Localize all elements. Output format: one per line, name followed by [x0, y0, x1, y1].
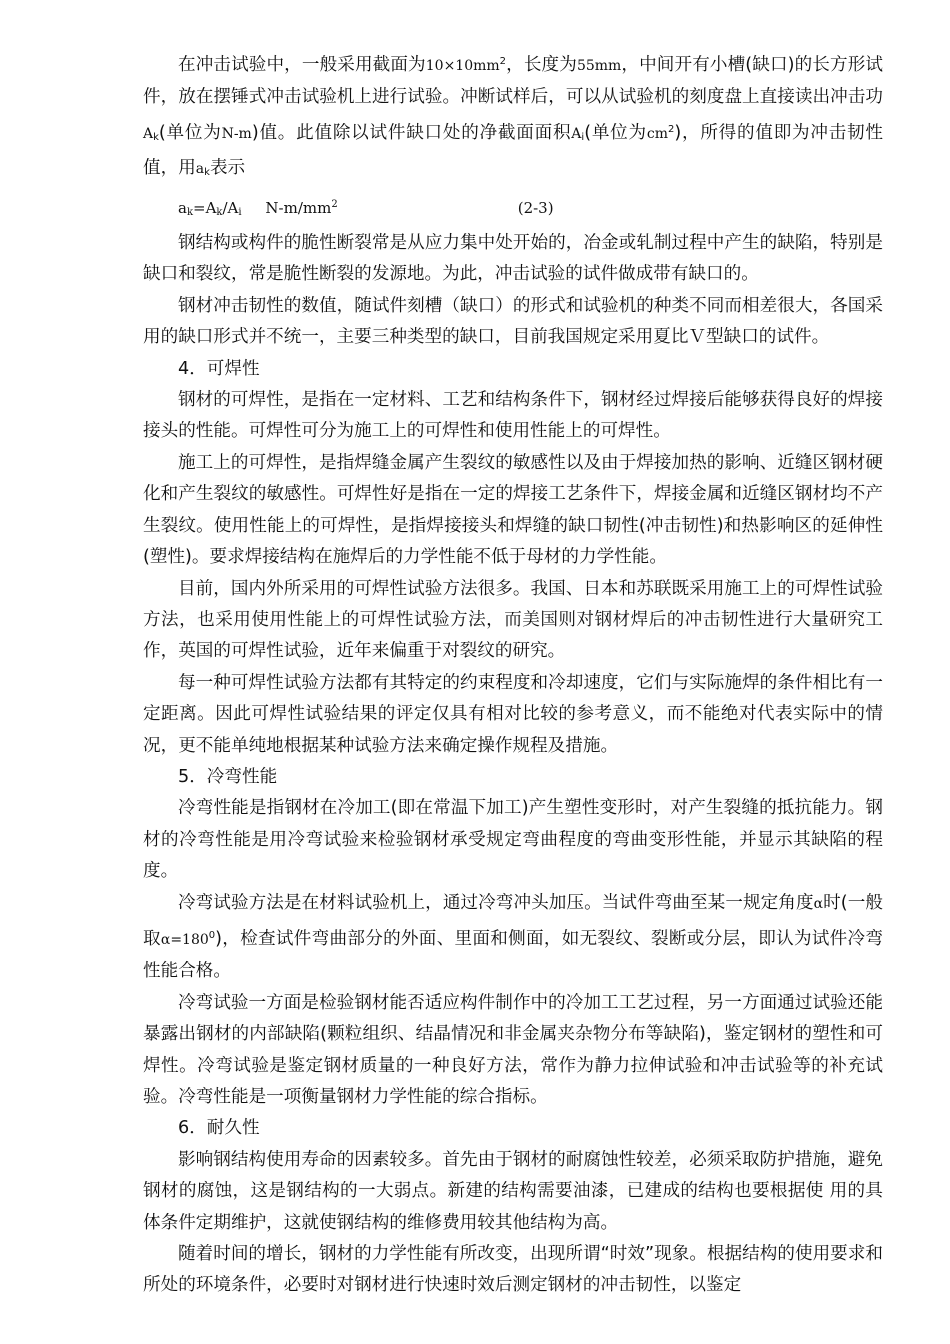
unit: N-m — [221, 125, 252, 142]
specimen-length: 55mm — [576, 58, 622, 74]
text-run: ，长度为 — [506, 55, 577, 75]
text-run: )，所得的值即为冲击韧性值，用 — [143, 122, 883, 179]
subscript: k — [216, 206, 223, 218]
superscript: 0 — [208, 929, 216, 941]
paragraph: 影响钢结构使用寿命的因素较多。首先由于钢材的耐腐蚀性较差，必须采取防护措施，避免钢材的腐蚀，这是钢结构的一大弱点。新建的结构需要油漆，已建成的结构也要根据使 用的具体条件定期维护，这就使钢结构的维修费用较其他结构为高。 — [143, 1149, 883, 1233]
text-run: 时(一般取 — [143, 892, 883, 949]
subscript: k — [153, 131, 159, 143]
superscript: 2 — [667, 123, 675, 135]
angle-symbol: α — [813, 895, 824, 912]
text-run: 表示 — [209, 158, 246, 179]
formula-text: /A — [222, 198, 239, 217]
paragraph-impact-test — [143, 46, 883, 189]
paragraph: 冷弯试验一方面是检验钢材能否适应构件制作中的冷加工工艺过程，另一方面通过试验还能暴露出钢材的内部缺陷(颗粒组织、结晶情况和非金属夹杂物分布等缺陷)，鉴定钢材的塑性和可焊性。冷弯试验是鉴定钢材质量的一种良好方法，常作为静力拉伸试验和冲击试验等的补充试验。冷弯性能是一项衡量钢材力学性能的综合指标。 — [143, 992, 883, 1107]
text-run: ，中间开有小槽(缺口)的长方形试件，放在摆锤式冲击试验机上进行试验。冲断试样后，可以从试验机的刻度盘上直接读出冲击功 — [143, 55, 883, 108]
subscript: k — [204, 167, 210, 179]
paragraph: 每一种可焊性试验方法都有其特定的约束程度和冷却速度，它们与实际施焊的条件相比有一定距离。因此可焊性试验结果的评定仅具有相对比较的参考意义，而不能绝对代表实际中的情况，更不能单纯地根据某种试验方法来确定操作规程及措施。 — [143, 672, 883, 756]
section-heading: 5．冷弯性能 — [178, 766, 278, 787]
paragraph: 施工上的可焊性，是指焊缝金属产生裂纹的敏感性以及由于焊接加热的影响、近缝区钢材硬化和产生裂纹的敏感性。可焊性好是指在一定的焊接工艺条件下，焊接金属和近缝区钢材均不产生裂纹。使用性能上的可焊性，是指焊接接头和焊缝的缺口韧性(冲击韧性)和热影响区的延伸性(塑性)。要求焊接结构在施焊后的力学性能不低于母材的力学性能。 — [143, 452, 883, 568]
text-run: )，检查试件弯曲部分的外面、里面和侧面，如无裂纹、裂断或分层，即认为试件冷弯性能合格。 — [143, 928, 883, 982]
text-run: (单位为 — [158, 122, 222, 143]
formula-lhs: a — [178, 198, 187, 217]
text-run: 在冲击试验中，一般采用截面为 — [178, 55, 426, 75]
symbol: A — [571, 125, 582, 142]
formula-line — [143, 189, 883, 228]
subscript: i — [581, 131, 585, 143]
specimen-section: 10×10mm — [425, 58, 500, 74]
subscript: i — [238, 206, 242, 218]
text-run: (单位为 — [584, 122, 647, 143]
equation-number: (2-3) — [517, 198, 554, 217]
subscript: k — [186, 206, 194, 218]
angle-value: α=180 — [160, 931, 209, 948]
superscript: 2 — [331, 198, 338, 210]
body-text — [143, 46, 883, 1302]
section-heading: 4．可焊性 — [178, 358, 260, 379]
section-heading: 6．耐久性 — [178, 1118, 260, 1139]
formula-text: =A — [193, 198, 217, 217]
paragraph: 目前，国内外所采用的可焊性试验方法很多。我国、日本和苏联既采用施工上的可焊性试验方法，也采用使用性能上的可焊性试验方法，而美国则对钢材焊后的冲击韧性进行大量研究工作，英国的可焊性试验，近年来偏重于对裂纹的研究。 — [143, 578, 883, 662]
paragraph-bend-test — [143, 888, 883, 988]
text-run: 冷弯试验方法是在材料试验机上，通过冷弯冲头加压。当试件弯曲至某一规定角度 — [178, 892, 814, 913]
symbol: a — [195, 161, 205, 178]
text-run: )值。此值除以试件缺口处的净截面面积 — [251, 122, 572, 143]
paragraph: 钢材的可焊性，是指在一定材料、工艺和结构条件下，钢材经过焊接后能够获得良好的焊接接头的性能。可焊性可分为施工上的可焊性和使用性能上的可焊性。 — [143, 390, 883, 442]
formula-unit: N-m/mm — [265, 198, 332, 217]
symbol: A — [143, 125, 154, 142]
unit: cm — [646, 125, 668, 142]
paragraph: 冷弯性能是指钢材在冷加工(即在常温下加工)产生塑性变形时，对产生裂缝的抵抗能力。钢材的冷弯性能是用冷弯试验来检验钢材承受规定弯曲程度的弯曲变形性能，并显示其缺陷的程度。 — [143, 798, 883, 882]
paragraph: 钢结构或构件的脆性断裂常是从应力集中处开始的，冶金或轧制过程中产生的缺陷，特别是缺口和裂纹，常是脆性断裂的发源地。为此，冲击试验的试件做成带有缺口的。 — [143, 233, 883, 285]
superscript: 2 — [499, 56, 507, 67]
paragraph: 钢材冲击韧性的数值，随试件刻槽（缺口）的形式和试验机的种类不同而相差很大，各国采用的缺口形式并不统一，主要三种类型的缺口，目前我国规定采用夏比Ｖ型缺口的试件。 — [143, 295, 883, 348]
paragraph: 随着时间的增长，钢材的力学性能有所改变，出现所谓“时效”现象。根据结构的使用要求和所处的环境条件，必要时对钢材进行快速时效后测定钢材的冲击韧性，以鉴定 — [143, 1244, 883, 1296]
